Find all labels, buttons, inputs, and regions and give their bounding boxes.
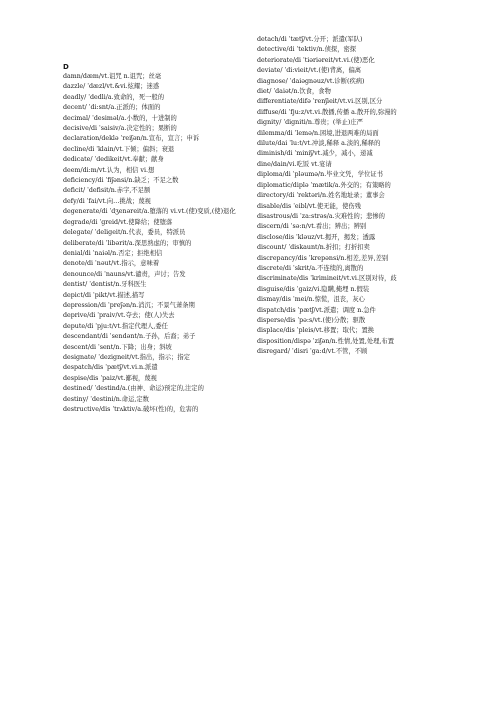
vocab-entry: denounce/di ˈnauns/vt.谴责，声讨；告发 [63,270,186,278]
vocab-entry: descent/di ˈsent/n.下降；出身；斜坡 [63,343,172,351]
left-column [63,62,249,415]
vocab-entry: despise/dis ˈpaiz/vt.鄙视，蔑视 [63,374,157,382]
vocab-entry: diffuse/di ˈfju:z/vt.vi.散播,传播 a.散开的,弥漫的 [257,108,397,116]
vocab-entry: disastrous/di ˈza:strəs/a.灾难性的；悲惨的 [257,212,385,220]
vocab-entry: destined/ ˈdestind/a.(由神、命运)预定的,注定的 [63,385,204,393]
vocab-entry: decimal/ ˈdesiməl/a.小数的，十进制的 [63,114,177,122]
vocab-entry: discern/di ˈsə:n/vt.看出；辨出；辨别 [257,223,367,231]
vocab-entry: disclose/dis ˈkləuz/vt.揭开，揭发；透露 [257,233,376,241]
vocab-entry: decisive/di ˈsaisiv/a.决定性的；果断的 [63,125,177,133]
vocab-entry: differentiate/difə ˈrenʃieit/vt.vi.区别,区分 [257,98,383,106]
vocab-entry: decline/di ˈklain/vt.下倾；偏斜；衰退 [63,145,175,153]
vocab-entry: destructive/dis ˈtrʌktiv/a.破坏(性)的，危害的 [63,406,199,413]
vocab-entry: disposition/dispə ˈziʃən/n.性情,处置,处理,布置 [257,337,395,345]
vocab-entry: dine/dain/vi.吃饭 vt.宴请 [257,160,332,168]
vocab-entry: diet/ ˈdaiət/n.饮食，食物 [257,88,331,96]
vocab-entry: denial/di ˈnaiəl/n.否定；拒绝相信 [63,249,163,257]
vocab-entry: diagnose/ ˈdaiəgnəuz/vt.诊断(疾病) [257,77,365,85]
vocab-entry: dignity/ ˈdigniti/n.尊贵；(举止)庄严 [257,119,363,127]
vocab-entry: deadly/ ˈdedli/a.致命的，死一般的 [63,93,165,101]
vocab-entry: declaration/deklə ˈreiʃən/n.宣布，宣言；申诉 [63,135,200,143]
vocab-entry: dilute/dai ˈlu:t/vt.冲淡,稀释 a.淡的,稀释的 [257,140,381,148]
vocab-entry: diploma/di ˈpləumə/n.毕业文凭，学位证书 [257,171,383,179]
vocab-entry: designate/ ˈdezigneit/vt.指出，指示；指定 [63,353,190,361]
vocab-entry: delegate/ ˈdeligeit/n.代表，委员，特派员 [63,229,186,237]
vocab-entry: degrade/di ˈgreid/vt.使降给；使堕落 [63,218,173,226]
vocab-entry: deficiency/di ˈfiʃənsi/n.缺乏；不足之数 [63,177,179,185]
left-entry-list [63,72,249,415]
right-column [257,35,443,358]
vocab-entry: deprive/di ˈpraiv/vt.夺去；使(人)失去 [63,312,175,320]
vocab-entry: disguise/dis ˈgaiz/vi.隐瞒,掩埋 n.假装 [257,285,370,293]
vocab-entry: discrete/di ˈskrit/a.不连续的,离散的 [257,264,364,272]
vocab-entry: directory/di ˈrektəri/n.姓名地址录；董事会 [257,192,385,200]
vocab-entry: deviate/ ˈdi:vieit/vt.(使)背离，偏离 [257,67,362,75]
vocab-entry: disregard/ ˈdisri ˈga:d/vt.不管，不顾 [257,348,368,356]
vocab-entry: diminish/di ˈminiʃ/vt.减少，减小，递减 [257,150,373,158]
vocab-entry: dentist/ ˈdentist/n.牙科医生 [63,281,147,289]
vocab-entry: detach/di ˈtætʃ/vt.分开；派遣(军队) [257,36,363,43]
vocab-entry: depict/di ˈpikt/vt.描述,描写 [63,291,145,299]
vocab-entry: denote/di ˈnəut/vt.指示，意味着 [63,260,160,268]
vocab-entry: discount/ ˈdiskaunt/n.折扣；打折扣卖 [257,244,370,252]
vocab-entry: degenerate/di ˈdʒenəreit/a.堕落的 vi.vt.(使)变质,(使)退化 [63,208,236,216]
vocab-entry: deteriorate/di ˈtiəriəreit/vt.vi.(使)恶化 [257,56,375,64]
vocab-entry: deficit/ ˈdefisit/n.赤字,不足额 [63,187,151,195]
vocab-entry: dispatch/dis ˈpætʃ/vt.派遣；调度 n.急件 [257,306,376,314]
vocab-entry: depute/di ˈpju:t/vt.指定代理人,委任 [63,322,168,330]
vocab-entry: despatch/dis ˈpætʃ/vt.vi.n.派遣 [63,364,158,372]
vocab-entry: detective/di ˈtektiv/n.侦探，密探 [257,46,357,54]
vocab-entry: dilemma/di ˈlemə/n.困境,进退两难的局面 [257,129,379,137]
vocab-entry: decent/ ˈdi:snt/a.正派的；体面的 [63,104,161,112]
right-entry-list [257,35,443,358]
vocab-entry: dismay/dis ˈmei/n.惊慌，沮丧，灰心 [257,296,365,304]
vocab-entry: displace/dis ˈpleis/vt.移置；取代；置换 [257,327,375,335]
vocab-entry: diplomatic/diplə ˈmætik/a.外交的；有策略的 [257,181,391,189]
vocab-entry: destiny/ ˈdestini/n.命运,定数 [63,395,149,403]
section-heading: D [63,63,69,71]
vocab-entry: deliberate/di ˈlibərit/a.深思熟虑的；审慎的 [63,239,192,247]
vocab-entry: discriminate/dis ˈkrimineit/vt.vi.区别对待，歧 [257,275,397,283]
vocab-entry: depression/di ˈpreʃən/n.消沉；不景气萧条期 [63,301,195,309]
vocab-entry: defy/di ˈfai/vt.向…挑战；蔑视 [63,197,151,205]
vocab-entry: discrepancy/dis ˈkrepənsi/n.相差,差异,差别 [257,254,389,262]
vocab-entry: dedicate/ ˈdedikeit/vt.奉献；献身 [63,156,164,164]
vocab-entry: dazzle/ ˈdæzl/vt.&vi.炫耀；迷惑 [63,83,160,91]
vocab-entry: descendant/di ˈsendənt/n.子孙，后裔；弟子 [63,333,196,341]
vocab-entry: deem/di:m/vt.认为，相信 vi.想 [63,166,155,174]
vocab-entry: disable/dis ˈeibl/vt.使无能，使伤残 [257,202,362,210]
vocab-entry: damn/dæm/vt.诅咒 n.诅咒；丝毫 [63,73,162,80]
vocab-entry: disperse/dis ˈpə:s/vt.(使)分散；驱散 [257,316,366,324]
